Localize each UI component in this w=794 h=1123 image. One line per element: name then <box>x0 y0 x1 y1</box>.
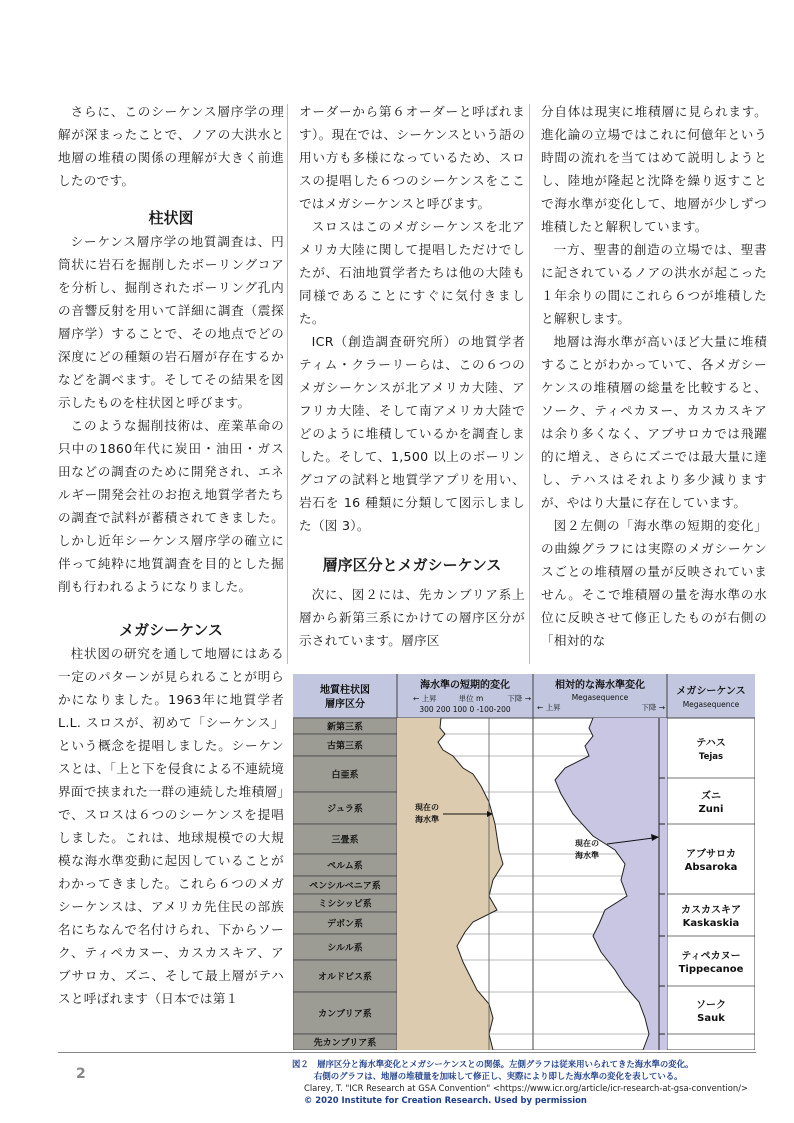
megasequence-name-ja: ズニ <box>701 791 721 802</box>
column-divider <box>529 104 530 664</box>
paragraph: 柱状図の研究を通して地層にはある一定のパターンが見られることが明らかになりました。1963年に地質学者L.L. スロスが、初めて「シーケンス」という概念を提唱しました。シーケンスとは、「上と下を侵食による不連続境界面で挟まれた一群の連続した堆積層」で、スロスは６つのシーケンスを提唱しました。これは、地球規模での大規模な海水準変動に起因していることがわかってきました。これら６つのメガシーケンスは、アメリカ先住民の部族名にちなんで名付けられ、下からソーク、ティペカヌー、カスカスキア、アブサロカ、ズニ、そして最上層がテハスと呼ばれます（日本では第１ <box>58 646 284 1006</box>
megasequence-name-ja: カスカスキア <box>681 905 741 916</box>
strata-label: シルル系 <box>327 943 363 954</box>
rel-down-label: 下降 → <box>641 703 665 712</box>
caption-line-1: 図２ 層序区分と海水準変化とメガシーケンスとの関係。左側グラフは従来用いられてきた海水準の変化。 <box>292 1059 694 1069</box>
header-strata: 地質柱状図 <box>320 685 370 696</box>
caption-line-2: 右側のグラフは、地層の堆積量を加味して修正し、実際により即した海水準の変化を表している。 <box>314 1071 683 1081</box>
figure-2-diagram <box>293 674 755 1050</box>
paragraph: オーダーから第６オーダーと呼ばれます）。現在では、シーケンスという語の用い方も多様になっているため、スロスの提唱した６つのシーケンスをここではメガシーケンスと呼びます。 <box>299 104 525 211</box>
section-heading-strata: 層序区分とメガシーケンス <box>322 556 502 574</box>
current-level-label-1: 現在の <box>415 803 439 812</box>
rel-up-label: ← 上昇 <box>537 703 561 712</box>
paragraph: 一方、聖書的創造の立場では、聖書に記されているノアの洪水が起こった１年余りの間にこれら６つが堆積したと解釈します。 <box>541 242 767 326</box>
strata-label: カンブリア系 <box>318 1009 372 1020</box>
megasequence-name-en: Absaroka <box>684 862 738 873</box>
strata-label: デボン系 <box>326 919 364 930</box>
caption-source: Clarey, T. "ICR Research at GSA Convention" <https://www.icr.org/article/icr-research-at-gsa-convention/> <box>304 1083 748 1093</box>
header-short-term: 海水準の短期的変化 <box>420 680 510 691</box>
text-column-2 <box>299 100 525 652</box>
header-mega: メガシーケンス <box>676 686 746 697</box>
short-unit-label: 単位 m <box>458 694 484 703</box>
strata-label: 白亜系 <box>331 770 359 781</box>
caption-copyright: © 2020 Institute for Creation Research. Used by permission <box>304 1095 587 1105</box>
paragraph: さらに、このシーケンス層序学の理解が深まったことで、ノアの大洪水と地層の堆積の関係の理解が大きく前進したのです。 <box>58 104 284 188</box>
section-heading-pillar: 柱状図 <box>148 209 194 227</box>
short-up-label: ← 上昇 <box>413 694 437 703</box>
paragraph: シーケンス層序学の地質調査は、円筒状に岩石を掘削したボーリングコアを分析し、掘削されたボーリング孔内の音響反射を用いて詳細に調査（震探層序学）することで、その地点でどの深度にどの種類の岩石層が存在するかなどを調べます。そしてその結果を図示したものを柱状図と呼びます。 <box>58 234 284 410</box>
text-column-3 <box>541 100 767 652</box>
strata-label: ミシシッピ系 <box>318 899 372 910</box>
paragraph: ICR（創造調査研究所）の地質学者ティム・クラーリーらは、この６つのメガシーケンスが北アメリカ大陸、アフリカ大陸、そして南アメリカ大陸でどのように堆積しているかを調査しました。そして、1,500 以上のボーリングコアの試料と地質学アプリを用い、岩石を 16 種類に分類して図示しました（図 3）。 <box>299 334 525 533</box>
current-level-label-rel-1: 現在の <box>575 839 599 848</box>
short-tick-labels: 300 200 100 0 -100-200 <box>419 705 511 714</box>
paragraph: 次に、図２には、先カンブリア系上層から新第三系にかけての層序区分が示されています。層序区 <box>299 587 525 648</box>
column-divider <box>287 104 288 664</box>
paragraph: スロスはこのメガシーケンスを北アメリカ大陸に関して提唱しただけでしたが、石油地質学者たちは他の大陸も同様であることにすぐに気付きました。 <box>299 219 525 326</box>
megasequence-name-en: Sauk <box>697 1013 725 1024</box>
header-strata-sub: 層序区分 <box>325 699 365 710</box>
strata-label: ペルム系 <box>327 861 363 872</box>
paragraph: 図２左側の「海水準の短期的変化」の曲線グラフには実際のメガシーケンスごとの堆積層の量が反映されていません。そこで堆積層の量を海水準の水位に反映させて修正したものが右側の「相対的な <box>541 518 767 648</box>
strata-label: 古第三系 <box>326 741 364 752</box>
page-number: 2 <box>76 1066 86 1082</box>
strata-label: オルドビス系 <box>317 972 373 983</box>
strata-label: ペンシルベニア系 <box>309 881 381 892</box>
current-level-label-rel-2: 海水準 <box>575 851 599 860</box>
header-mega-en: Megasequence <box>682 700 740 709</box>
strata-label: ジュラ系 <box>327 804 363 815</box>
header-relative-en: Megasequence <box>571 693 629 702</box>
paragraph: 分自体は現実に堆積層に見られます。進化論の立場ではこれに何億年という時間の流れを当てはめて説明しようとし、陸地が隆起と沈降を繰り返すことで海水準が変化して、地層が少しずつ堆積したと解釈しています。 <box>541 104 767 234</box>
footer-rule <box>58 1052 756 1053</box>
paragraph: このような掘削技術は、産業革命の只中の1860年代に炭田・油田・ガス田などの調査のために開発され、エネルギー開発会社のお抱え地質学者たちの調査で試料が蓄積されてきました。しかし近年シーケンス層序学の確立に伴って純粋に地質調査を目的とした掘削も行われるようになりました。 <box>58 418 284 594</box>
figure-caption <box>292 1058 762 1106</box>
megasequence-name-en: Zuni <box>698 804 724 815</box>
megasequence-name-ja: テハス <box>696 738 726 749</box>
megasequence-name-ja: ソーク <box>696 1000 726 1011</box>
header-relative: 相対的な海水準変化 <box>555 680 645 691</box>
short-down-label: 下降 → <box>507 694 531 703</box>
strata-label: 三畳系 <box>331 835 359 846</box>
megasequence-name-en: Kaskaskia <box>682 918 740 929</box>
strata-label: 先カンブリア系 <box>313 1038 377 1049</box>
current-level-label-2: 海水準 <box>415 815 439 824</box>
text-column-1 <box>58 100 284 1010</box>
megasequence-name-ja: ティペカヌー <box>681 951 741 962</box>
strata-label: 新第三系 <box>326 722 364 733</box>
megasequence-name-en: Tippecanoe <box>678 964 744 975</box>
megasequence-name-ja: アブサロカ <box>686 849 736 860</box>
section-heading-megasequence: メガシーケンス <box>119 621 223 639</box>
paragraph: 地層は海水準が高いほど大量に堆積することがわかっていて、各メガシーケンスの堆積層の総量を比較すると、ソーク、ティペカヌー、カスカスキアは余り多くなく、アブサロカでは飛躍的に増え、さらにズニでは最大量に達し、テハスはそれより多少減りますが、やはり大量に存在しています。 <box>541 334 767 510</box>
megasequence-name-en: Tejas <box>698 752 724 762</box>
